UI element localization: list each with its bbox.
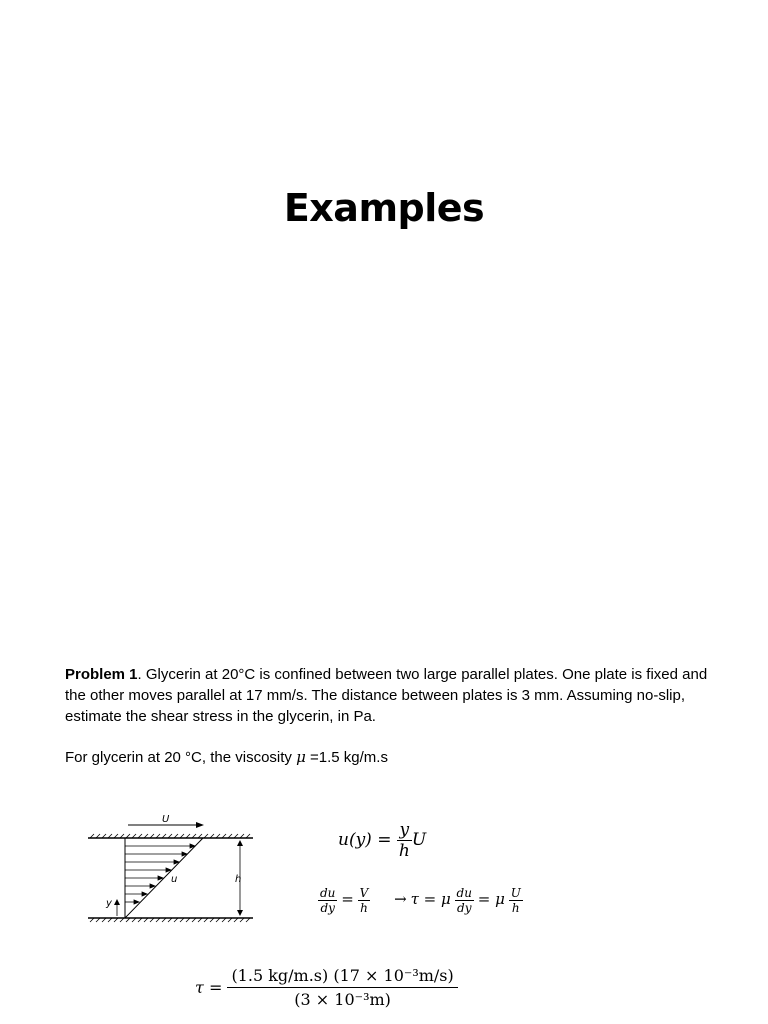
y-axis-arrowhead	[114, 899, 120, 905]
problem-text: . Glycerin at 20°C is confined between two large parallel plates. One plate is fixed and the other moves parallel at 17 mm/s. The distance between plates is 3 mm. Assuming no-slip, estimate the shear stress in the glycerin, in Pa.	[65, 666, 708, 725]
profile-u-label: u	[171, 874, 178, 885]
profile-arrows	[125, 844, 195, 904]
grad-num-4: U	[510, 886, 521, 900]
viscosity-prefix: For glycerin at 20 °C, the viscosity	[65, 749, 292, 766]
profile-fraction-num: y	[397, 820, 412, 841]
grad-num-2: V	[359, 886, 369, 900]
grad-equals-2: = μ	[477, 890, 505, 908]
shear-gradient-equation	[318, 886, 523, 915]
y-axis-label: y	[106, 898, 112, 909]
grad-den-2: h	[360, 901, 368, 915]
grad-equals-1: =	[341, 890, 354, 908]
final-lhs: τ =	[195, 978, 223, 997]
viscosity-note	[65, 747, 388, 768]
profile-lhs: u(y) =	[338, 830, 392, 850]
shear-stress-calculation	[195, 966, 458, 1009]
grad-den-3: dy	[457, 901, 472, 915]
problem-statement	[65, 664, 715, 727]
grad-num-1: du	[320, 886, 336, 900]
viscosity-value: =1.5 kg/m.s	[305, 749, 388, 766]
couette-flow-diagram	[80, 808, 265, 928]
velocity-arrowhead	[196, 822, 204, 828]
height-arrow-top	[237, 840, 243, 846]
tau-lhs: τ = μ	[410, 890, 451, 908]
profile-fraction-den: h	[398, 841, 410, 861]
grad-den-1: dy	[320, 901, 335, 915]
final-numerator: (1.5 kg/m.s) (17 × 10⁻³m/s)	[227, 966, 457, 988]
height-arrow-bottom	[237, 910, 243, 916]
velocity-profile-equation	[338, 820, 426, 861]
height-label: h	[235, 874, 242, 885]
grad-den-4: h	[511, 901, 520, 915]
arrow-icon: →	[394, 890, 407, 908]
grad-num-3: du	[456, 886, 472, 900]
problem-label: Problem 1	[65, 666, 138, 683]
viscosity-symbol: μ	[296, 748, 306, 766]
profile-tail: U	[411, 830, 427, 850]
page-title: Examples	[283, 186, 485, 230]
velocity-label: U	[162, 814, 170, 825]
final-denominator: (3 × 10⁻³m)	[294, 990, 391, 1009]
